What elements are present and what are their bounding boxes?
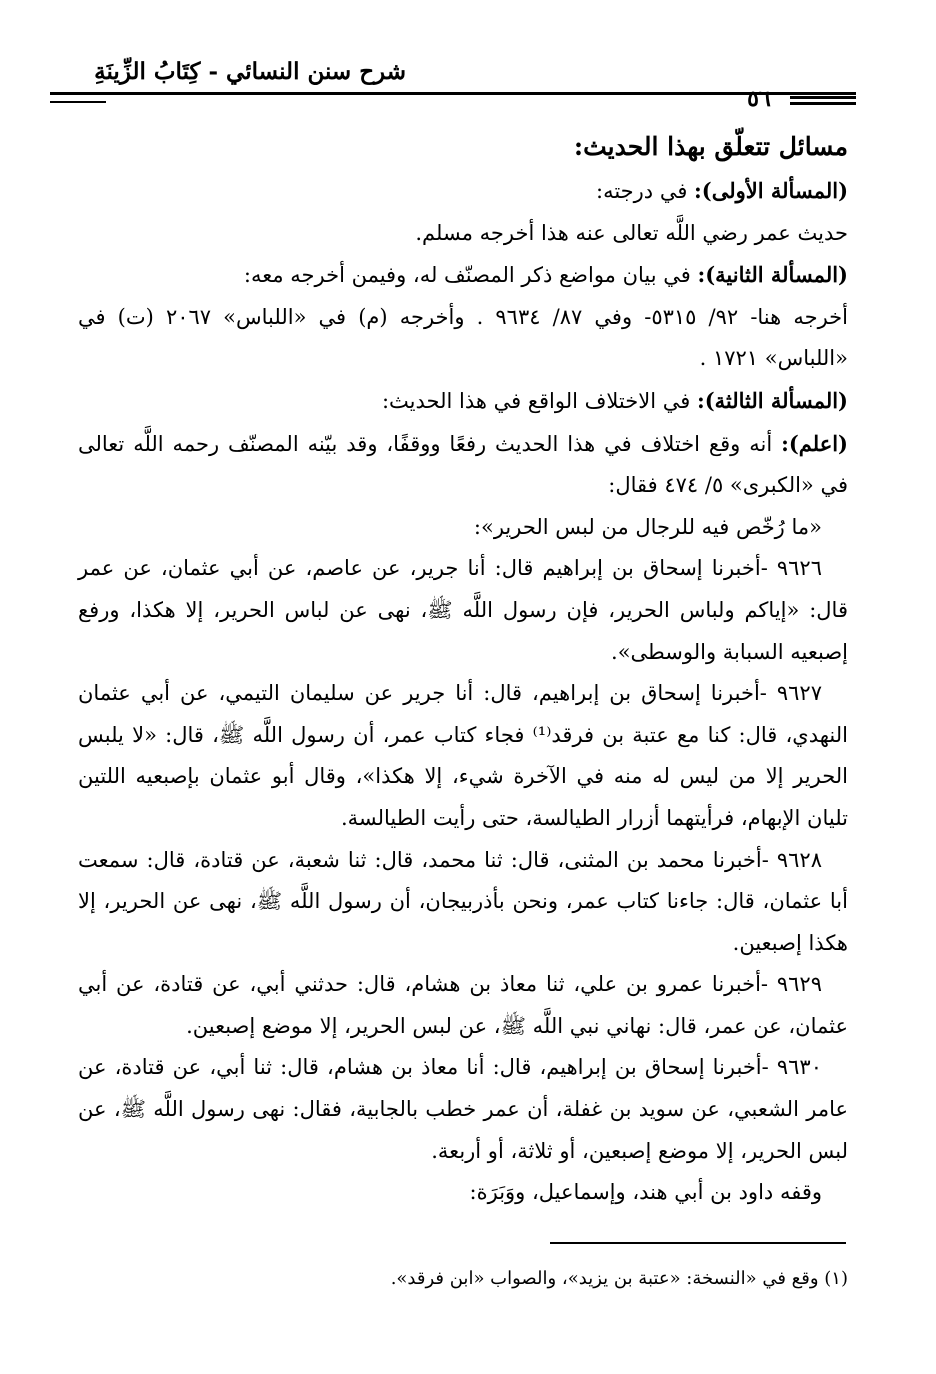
issue-1 (78, 170, 848, 213)
hadith-9628: ٩٦٢٨ -أخبرنا محمد بن المثنى، قال: ثنا محمد، قال: ثنا شعبة، عن قتادة، قال: سمعت أبا عثمان، قال: جاءنا كتاب عمر، ونحن بأذربيجان، أن رسول اللَّه ﷺ، نهى عن الحرير، إلا هكذا إصبعين. (78, 847, 848, 955)
issue-2-text: في بيان مواضع ذكر المصنّف له، وفيمن أخرجه معه: (243, 263, 698, 288)
hadith-9626: ٩٦٢٦ -أخبرنا إسحاق بن إبراهيم قال: أنا جرير، عن عاصم، عن أبي عثمان، عن عمر قال: «إياكم ولباس الحرير، فإن رسول اللَّه ﷺ، نهى عن لباس الحرير، إلا هكذا، ورفع إصبعيه السبابة والوسطى». (78, 556, 848, 664)
chapter-quote: «ما رُخّص فيه للرجال من لبس الحرير»: (473, 514, 822, 539)
issue-2 (78, 254, 848, 297)
section-heading: مسائل تتعلّق بهذا الحديث: (573, 132, 848, 161)
note-label: (اعلم): (781, 430, 848, 456)
page-header (50, 48, 856, 112)
issue-2-label: (المسألة الثانية): (697, 262, 848, 288)
issue-1-text: في درجته: (596, 179, 695, 203)
issue-3-text: في الاختلاف الواقع في هذا الحديث: (381, 388, 697, 413)
header-rule-right-top (790, 96, 856, 99)
header-rule-right-bottom (790, 102, 856, 105)
note-text: أنه وقع اختلاف في هذا الحديث رفعًا ووقفًا، وقد بيّنه المصنّف رحمه اللَّه تعالى في «الكبرى» ٥/ ٤٧٤ فقال: (78, 431, 848, 498)
issue-3 (78, 380, 848, 423)
hadith-9629: ٩٦٢٩ -أخبرنا عمرو بن علي، ثنا معاذ بن هشام، قال: حدثني أبي، عن قتادة، عن أبي عثمان، عن عمر، قال: نهاني نبي اللَّه ﷺ، عن لبس الحرير، إلا موضع إصبعين. (78, 972, 848, 1038)
footnote-rule (550, 1242, 846, 1244)
page-body (78, 124, 848, 1214)
closing-line: وقفه داود بن أبي هند، وإسماعيل، ووَبَرَة: (469, 1180, 822, 1205)
footnote: (١) وقع في «النسخة: «عتبة بن يزيد»، والصواب «ابن فرقد». (390, 1268, 848, 1289)
note-paragraph (78, 423, 848, 507)
paragraph-grade: حديث عمر رضي اللَّه تعالى عنه هذا أخرجه مسلم. (415, 220, 848, 245)
header-rule-left (50, 101, 106, 103)
issue-1-label: (المسألة الأولى): (694, 178, 848, 203)
paragraph-sources: أخرجه هنا- ٩٢/ ٥٣١٥- وفي ٨٧/ ٩٦٣٤ . وأخرجه (م) في «اللباس» ٢٠٦٧ (ت) في «اللباس» ١٧٢١ . (78, 304, 848, 371)
hadith-9630: ٩٦٣٠ -أخبرنا إسحاق بن إبراهيم، قال: أنا معاذ بن هشام، قال: ثنا أبي، عن قتادة، عن عامر الشعبي، عن سويد بن غفلة، أن عمر خطب بالجابية، فقال: نهى رسول اللَّه ﷺ، عن لبس الحرير، إلا موضع إصبعين، أو ثلاثة، أو أربعة. (78, 1055, 848, 1163)
page-number: ٥٦ (747, 86, 771, 112)
hadith-9627: ٩٦٢٧ -أخبرنا إسحاق بن إبراهيم، قال: أنا جرير عن سليمان التيمي، عن أبي عثمان النهدي، قال: كنا مع عتبة بن فرقد⁽¹⁾ فجاء كتاب عمر، أن رسول اللَّه ﷺ، قال: «لا يلبس الحرير إلا من ليس له منه في الآخرة شيء، إلا هكذا»، وقال أبو عثمان بإصبعيه اللتين تليان الإبهام، فرأيتهما أزرار الطيالسة، حتى رأيت الطيالسة. (78, 681, 848, 830)
issue-3-label: (المسألة الثالثة): (696, 387, 848, 413)
running-title: شرح سنن النسائي - كِتَابُ الزِّينَةِ (94, 58, 406, 85)
